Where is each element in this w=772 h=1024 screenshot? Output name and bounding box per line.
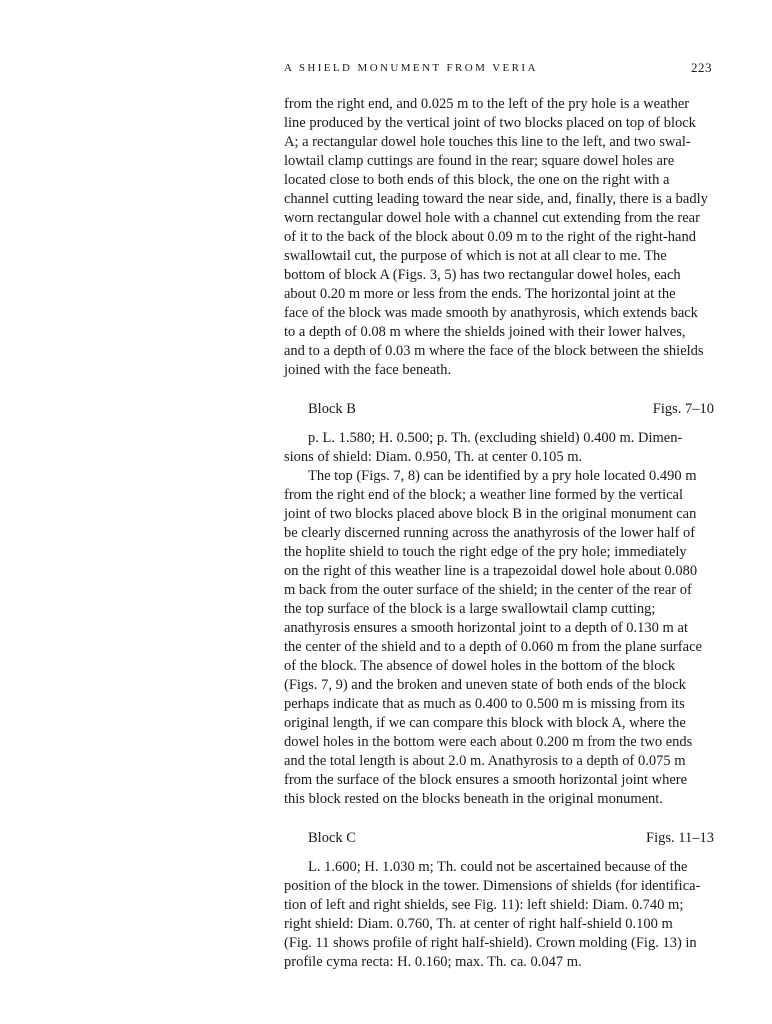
text-line: bottom of block A (Figs. 3, 5) has two rectangular dowel holes, each (284, 267, 681, 283)
page-number: 223 (691, 60, 712, 75)
main-text (284, 95, 714, 972)
block-c-figure-reference: Figs. 11–13 (646, 830, 714, 846)
block-b-dimensions (284, 429, 714, 467)
text-line: perhaps indicate that as much as 0.400 to 0.500 m is missing from its (284, 696, 685, 712)
text-line: dowel holes in the bottom were each about 0.200 m from the two ends (284, 734, 693, 750)
text-line: The top (Figs. 7, 8) can be identified by a pry hole located 0.490 m (308, 468, 697, 484)
text-line: from the right end of the block; a weather line formed by the vertical (284, 487, 684, 503)
text-line: the hoplite shield to touch the right edge of the pry hole; immediately (284, 544, 687, 560)
block-b-description (284, 467, 714, 809)
text-line: A; a rectangular dowel hole touches this line to the left, and two swal- (284, 134, 691, 150)
block-b-label: Block B (308, 401, 356, 417)
text-line: about 0.20 m more or less from the ends. The horizontal joint at the (284, 286, 676, 302)
text-line: this block rested on the blocks beneath in the original monument. (284, 791, 663, 807)
text-line: original length, if we can compare this block with block A, where the (284, 715, 686, 731)
text-line: be clearly discerned running across the anathyrosis of the lower half of (284, 525, 696, 541)
text-line: from the right end, and 0.025 m to the left of the pry hole is a weather (284, 96, 690, 112)
text-line: located close to both ends of this block, the one on the right with a (284, 172, 670, 188)
block-b-heading (308, 399, 714, 419)
text-line: L. 1.600; H. 1.030 m; Th. could not be ascertained because of the (308, 859, 688, 875)
text-line: lowtail clamp cuttings are found in the rear; square dowel holes are (284, 153, 675, 169)
block-c-label: Block C (308, 830, 356, 846)
text-line: swallowtail cut, the purpose of which is not at all clear to me. The (284, 248, 667, 264)
text-line: tion of left and right shields, see Fig. 11): left shield: Diam. 0.740 m; (284, 897, 684, 913)
text-line: face of the block was made smooth by anathyrosis, which extends back (284, 305, 698, 321)
text-line: the top surface of the block is a large swallowtail clamp cutting; (284, 601, 656, 617)
text-line: to a depth of 0.08 m where the shields joined with their lower halves, (284, 324, 686, 340)
block-c-description (284, 858, 714, 972)
text-line: sions of shield: Diam. 0.950, Th. at center 0.105 m. (284, 449, 583, 465)
text-line: joined with the face beneath. (284, 362, 452, 378)
paragraph-block-a-continuation (284, 95, 714, 380)
text-line: on the right of this weather line is a trapezoidal dowel hole about 0.080 (284, 563, 698, 579)
text-line: and the total length is about 2.0 m. Anathyrosis to a depth of 0.075 m (284, 753, 686, 769)
text-line: line produced by the vertical joint of two blocks placed on top of block (284, 115, 696, 131)
running-head (284, 58, 712, 78)
running-head-title: A SHIELD MONUMENT FROM VERIA (284, 62, 538, 74)
text-line: worn rectangular dowel hole with a channel cut extending from the rear (284, 210, 700, 226)
text-line: anathyrosis ensures a smooth horizontal joint to a depth of 0.130 m at (284, 620, 688, 636)
text-line: of it to the back of the block about 0.09 m to the right of the right-hand (284, 229, 696, 245)
text-line: of the block. The absence of dowel holes in the bottom of the block (284, 658, 676, 674)
text-line: joint of two blocks placed above block B in the original monument can (284, 506, 697, 522)
block-b-figure-reference: Figs. 7–10 (652, 401, 714, 417)
text-line: (Figs. 7, 9) and the broken and uneven state of both ends of the block (284, 677, 686, 693)
text-line: profile cyma recta: H. 0.160; max. Th. ca. 0.047 m. (284, 954, 582, 970)
text-line: and to a depth of 0.03 m where the face of the block between the shields (284, 343, 704, 359)
text-line: m back from the outer surface of the shield; in the center of the rear of (284, 582, 692, 598)
text-line: position of the block in the tower. Dimensions of shields (for identifica- (284, 878, 701, 894)
text-line: p. L. 1.580; H. 0.500; p. Th. (excluding shield) 0.400 m. Dimen- (308, 430, 683, 446)
text-line: (Fig. 11 shows profile of right half-shield). Crown molding (Fig. 13) in (284, 935, 697, 951)
text-line: channel cutting leading toward the near side, and, finally, there is a badly (284, 191, 708, 207)
text-line: the center of the shield and to a depth of 0.060 m from the plane surface (284, 639, 702, 655)
text-line: from the surface of the block ensures a smooth horizontal joint where (284, 772, 688, 788)
text-line: right shield: Diam. 0.760, Th. at center of right half-shield 0.100 m (284, 916, 673, 932)
block-c-heading (308, 828, 714, 848)
